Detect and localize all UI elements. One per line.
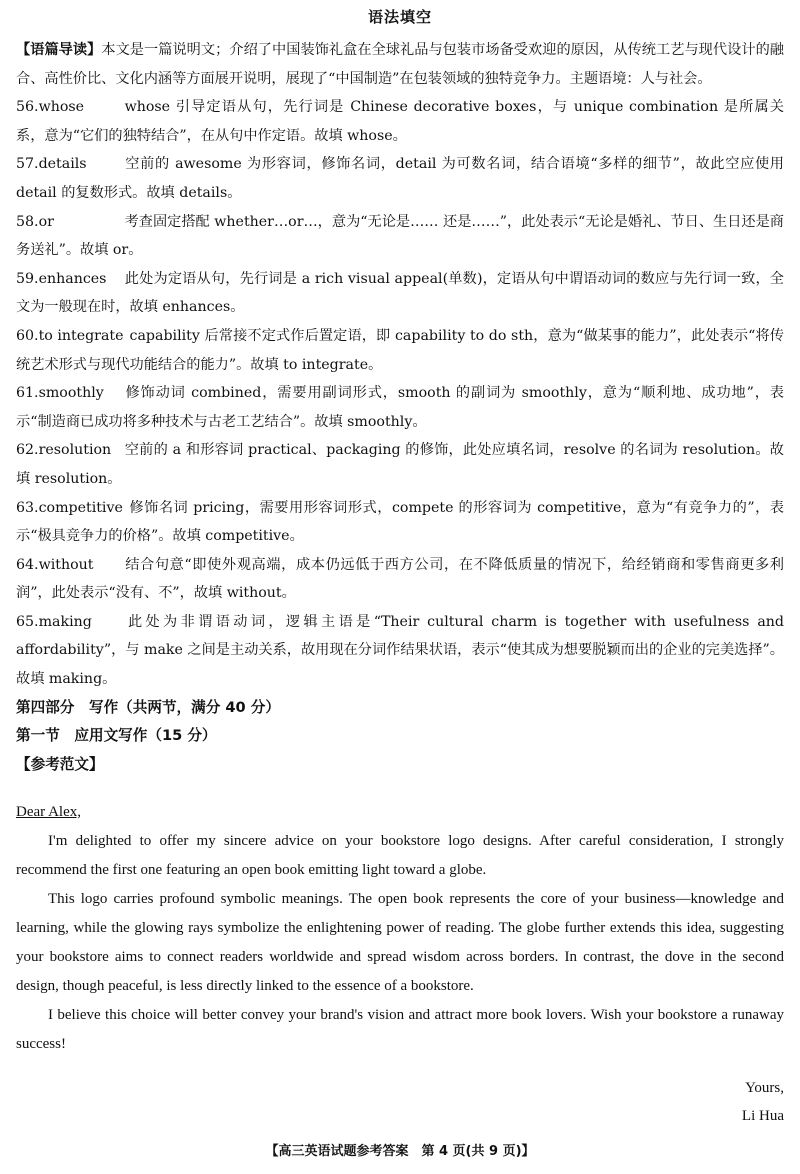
item-explanation: 空前的 a 和形容词 practical、packaging 的修饰，此处应填名词，resolve 的名词为 resolution。故填 resolution。 — [16, 442, 784, 487]
answer-item — [16, 322, 784, 379]
item-answer: whose — [38, 99, 85, 116]
item-answer: without — [38, 556, 94, 573]
item-explanation: 考查固定搭配 whether…or…，意为“无论是…… 还是……”，此处表示“无论是婚礼、节日、生日还是商务送礼”。故填 or。 — [16, 213, 784, 259]
answer-item — [16, 93, 784, 150]
item-explanation: 空前的 awesome 为形容词，修饰名词，detail 为可数名词，结合语境“多样的细节”，故此空应使用 detail 的复数形式。故填 details。 — [16, 156, 784, 201]
item-answer: to integrate — [38, 327, 124, 344]
page-footer: 【高三英语试题参考答案 第 4 页(共 9 页)】 — [265, 1144, 535, 1159]
item-number: 61. — [16, 385, 39, 402]
letter-greeting: Dear Alex, — [16, 804, 81, 820]
answer-item — [16, 265, 784, 322]
item-explanation: 此处为非谓语动词，逻辑主语是“Their cultural charm is together with usefulness and affordability”，与 make 之间是主动关系，故用现在分词作结果状语，表示“使其成为想要脱颖而出的企业的完美选择”。故填 making。 — [16, 613, 784, 688]
item-answer: smoothly — [38, 385, 104, 402]
answer-item — [16, 494, 784, 551]
item-number: 62. — [16, 442, 39, 459]
item-answer: or — [38, 213, 54, 230]
letter-paragraph-1: I'm delighted to offer my sincere advice on your bookstore logo designs. After careful consideration, I strongly recommend the first one featuring an open book emitting light toward a globe. — [16, 833, 784, 878]
answer-item — [16, 436, 784, 493]
item-explanation: whose 引导定语从句，先行词是 Chinese decorative boxes，与 unique combination 是所属关系，意为“它们的独特结合”，在从句中作定语。故填 whose。 — [16, 99, 784, 144]
reading-guide — [16, 36, 784, 93]
item-number: 65. — [16, 613, 39, 630]
item-number: 60. — [16, 327, 39, 344]
letter-signature: Li Hua — [741, 1108, 784, 1124]
item-answer: details — [38, 156, 87, 173]
answer-list — [16, 93, 784, 693]
item-number: 58. — [16, 213, 39, 230]
letter-paragraph-2: This logo carries profound symbolic meanings. The open book represents the core of your business—knowledge and learning, while the glowing rays symbolize the enlightening power of reading. The globe further extends this idea, suggesting your bookstore aims to connect readers worldwide and spread wisdom across borders. In contrast, the dove in the second design, though peaceful, is less directly linked to the essence of a bookstore. — [16, 891, 784, 994]
item-number: 63. — [16, 499, 39, 516]
reading-guide-text: 本文是一篇说明文；介绍了中国装饰礼盒在全球礼品与包装市场备受欢迎的原因，从传统工艺与现代设计的融合、高性价比、文化内涵等方面展开说明，展现了“中国制造”在包装领域的独特竞争力。主题语境：人与社会。 — [16, 42, 784, 87]
item-number: 59. — [16, 270, 39, 287]
letter-paragraph-3: I believe this choice will better convey your brand's vision and attract more book lovers. Wish your bookstore a runaway success! — [16, 1007, 784, 1052]
letter-closing: Yours, — [745, 1080, 784, 1096]
item-explanation: 修饰动词 combined，需要用副词形式，smooth 的副词为 smoothly，意为“顺利地、成功地”，表示“制造商已成功将多种技术与古老工艺结合”。故填 smoothly。 — [16, 385, 784, 430]
grammar-answers — [16, 36, 784, 779]
item-explanation: capability 后常接不定式作后置定语，即 capability to do sth，意为“做某事的能力”，此处表示“将传统艺术形式与现代功能结合的能力”。故填 to integrate。 — [16, 327, 784, 373]
sample-label: 【参考范文】 — [16, 755, 104, 773]
item-answer: enhances — [38, 270, 107, 287]
section1-heading: 第一节 应用文写作（15 分） — [16, 727, 217, 745]
answer-item — [16, 608, 784, 694]
item-number: 57. — [16, 156, 39, 173]
answer-item — [16, 379, 784, 436]
item-answer: competitive — [38, 499, 123, 516]
item-explanation: 结合句意“即使外观高端，成本仍远低于西方公司，在不降低质量的情况下，给经销商和零售商更多利润”，此处表示“没有、不”，故填 without。 — [16, 556, 784, 602]
item-number: 64. — [16, 556, 39, 573]
page-title: 语法填空 — [367, 8, 432, 26]
reading-guide-label: 【语篇导读】 — [16, 42, 102, 58]
item-explanation: 此处为定语从句，先行词是 a rich visual appeal(单数)，定语从句中谓语动词的数应与先行词一致，全文为一般现在时，故填 enhances。 — [16, 270, 784, 316]
answer-item — [16, 208, 784, 265]
item-answer: resolution — [38, 442, 112, 459]
item-number: 56. — [16, 99, 39, 116]
item-explanation: 修饰名词 pricing，需要用形容词形式，compete 的形容词为 competitive，意为“有竞争力的”，表示“极具竞争力的价格”。故填 competitive。 — [16, 499, 784, 545]
answer-item — [16, 150, 784, 207]
answer-item — [16, 551, 784, 608]
item-answer: making — [38, 613, 92, 630]
sample-letter — [16, 798, 784, 1059]
part4-heading: 第四部分 写作（共两节，满分 40 分） — [16, 698, 280, 716]
